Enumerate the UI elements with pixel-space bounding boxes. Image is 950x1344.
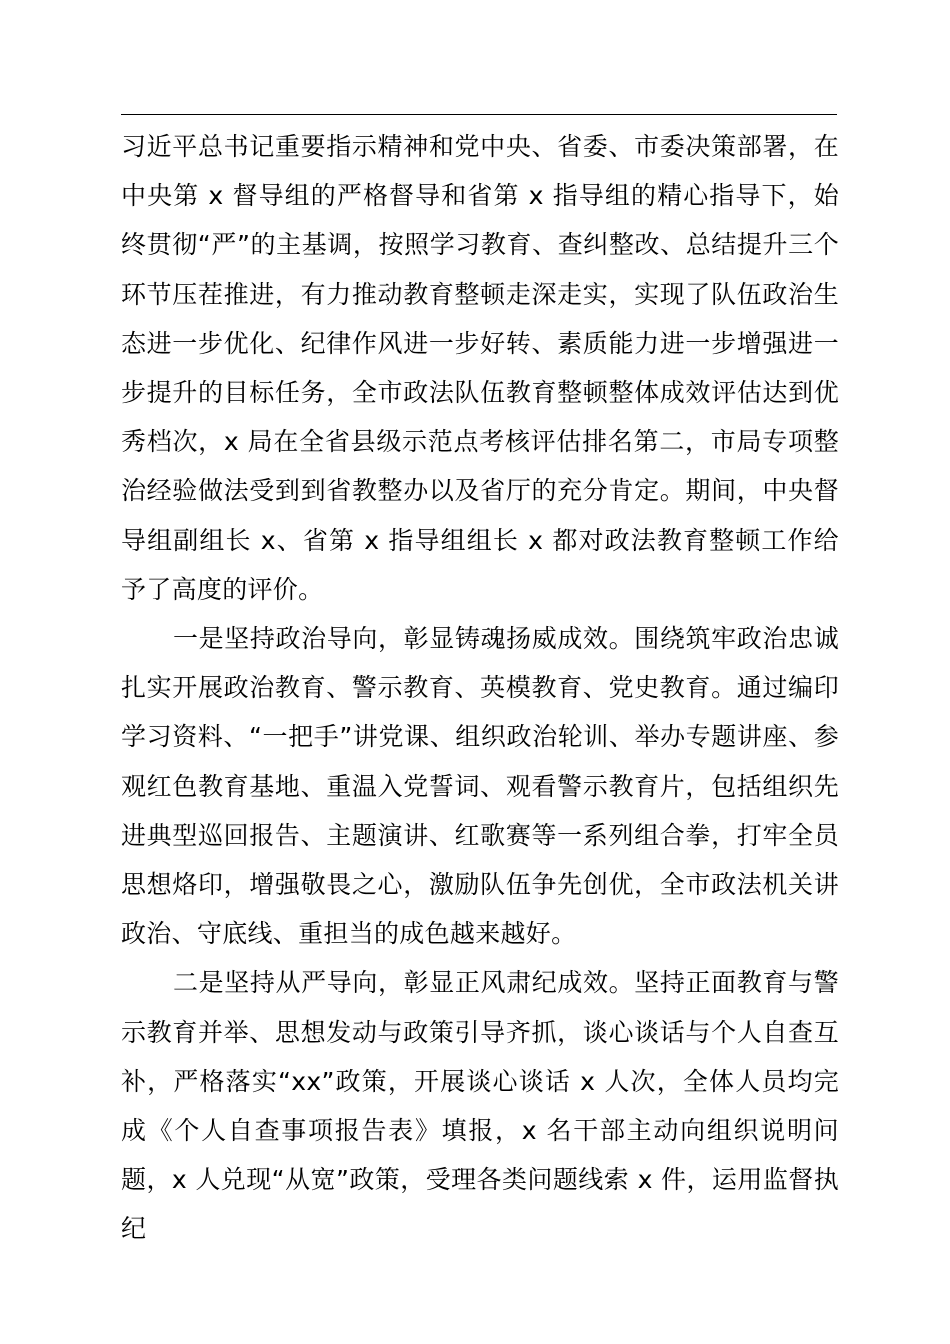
document-body (121, 122, 839, 1254)
header-rule (121, 114, 837, 115)
paragraph-political-orientation: 一是坚持政治导向，彰显铸魂扬威成效。围绕筑牢政治忠诚扎实开展政治教育、警示教育、英模教育、党史教育。通过编印学习资料、“一把手”讲党课、组织政治轮训、举办专题讲座、参观红色教育基地、重温入党誓词、观看警示教育片，包括组织先进典型巡回报告、主题演讲、红歌赛等一系列组合拳，打牢全员思想烙印，增强敬畏之心，激励队伍争先创优，全市政法机关讲政治、守底线、重担当的成色越来越好。 (121, 624, 839, 949)
paragraph-strict-orientation: 二是坚持从严导向，彰显正风肃纪成效。坚持正面教育与警示教育并举、思想发动与政策引导齐抓，谈心谈话与个人自查互补，严格落实“xx”政策，开展谈心谈话 x 人次，全体人员均完成《个人自查事项报告表》填报，x 名干部主动向组织说明问题，x 人兑现“从宽”政策，受理各类问题线索 x 件，运用监督执纪 (121, 968, 839, 1244)
paragraph-intro: 习近平总书记重要指示精神和党中央、省委、市委决策部署，在中央第 x 督导组的严格督导和省第 x 指导组的精心指导下，始终贯彻“严”的主基调，按照学习教育、查纠整改、总结提升三个环节压茬推进，有力推动教育整顿走深走实，实现了队伍政治生态进一步优化、纪律作风进一步好转、素质能力进一步增强进一步提升的目标任务，全市政法队伍教育整顿整体成效评估达到优秀档次，x 局在全省县级示范点考核评估排名第二，市局专项整治经验做法受到到省教整办以及省厅的充分肯定。期间，中央督导组副组长 x、省第 x 指导组组长 x 都对政法教育整顿工作给予了高度的评价。 (121, 132, 839, 604)
